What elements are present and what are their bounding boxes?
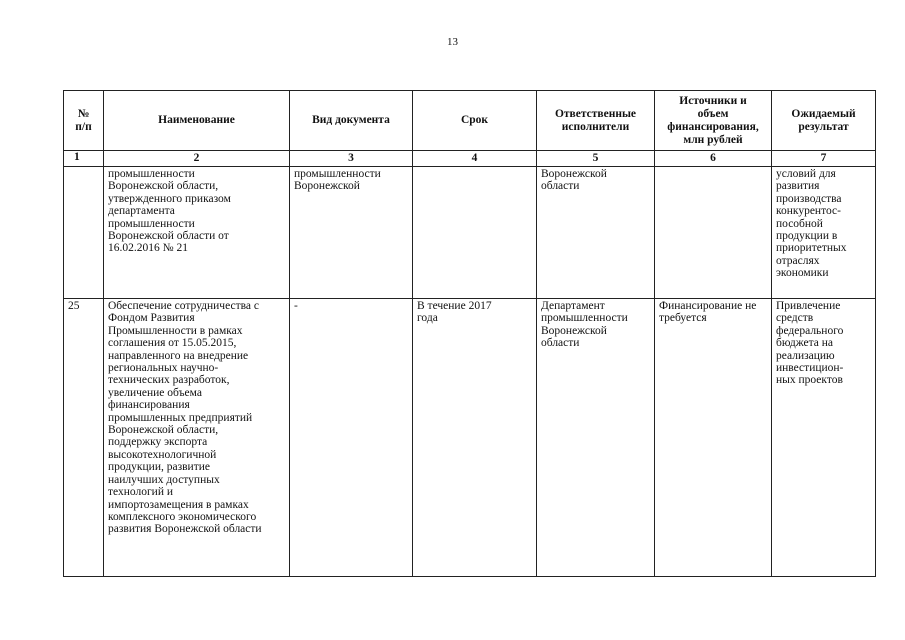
row-number: 25: [64, 299, 104, 577]
row-doc-type: промышленности Воронежской: [290, 167, 413, 299]
column-number: 6: [655, 151, 772, 167]
table-row: [64, 167, 876, 299]
row-result: условий для развития производства конкурентос- пособной продукции в приоритетных отраслях экономики: [772, 167, 876, 299]
row-financing: Финансирование не требуется: [655, 299, 772, 577]
page-number: 13: [447, 36, 458, 48]
column-number: 4: [413, 151, 537, 167]
column-number: 7: [772, 151, 876, 167]
row-result: Привлечение средств федерального бюджета на реализацию инвестицион- ных проектов: [772, 299, 876, 577]
column-number: 2: [104, 151, 290, 167]
row-name: Обеспечение сотрудничества с Фондом Развития Промышленности в рамках соглашения от 15.05.2015, направленного на внедрение региональных научно- технических разработок, увеличение объема финансирования промышленных предприятий Воронежской области, поддержку экспорта высокотехнологичной продукции, развитие наилучших доступных технологий и импортозамещения в рамках комплексного экономического развития Воронежской области: [104, 299, 290, 577]
header-name: Наименование: [104, 91, 290, 151]
row-deadline: В течение 2017 года: [413, 299, 537, 577]
header-number: № п/п: [64, 91, 104, 151]
header-row: [64, 91, 876, 151]
header-doc-type: Вид документа: [290, 91, 413, 151]
row-deadline: [413, 167, 537, 299]
header-responsible: Ответственные исполнители: [537, 91, 655, 151]
header-result: Ожидаемый результат: [772, 91, 876, 151]
column-number: 1: [64, 151, 104, 167]
header-deadline: Срок: [413, 91, 537, 151]
column-number: 5: [537, 151, 655, 167]
header-financing: Источники и объем финансирования, млн рублей: [655, 91, 772, 151]
table-row: [64, 299, 876, 577]
row-responsible: Департамент промышленности Воронежской области: [537, 299, 655, 577]
row-doc-type: -: [290, 299, 413, 577]
row-name: промышленности Воронежской области, утвержденного приказом департамента промышленности Воронежской области от 16.02.2016 № 21: [104, 167, 290, 299]
row-number: [64, 167, 104, 299]
row-financing: [655, 167, 772, 299]
row-responsible: Воронежской области: [537, 167, 655, 299]
column-number-row: [64, 151, 876, 167]
plan-table: [63, 90, 876, 577]
column-number: 3: [290, 151, 413, 167]
